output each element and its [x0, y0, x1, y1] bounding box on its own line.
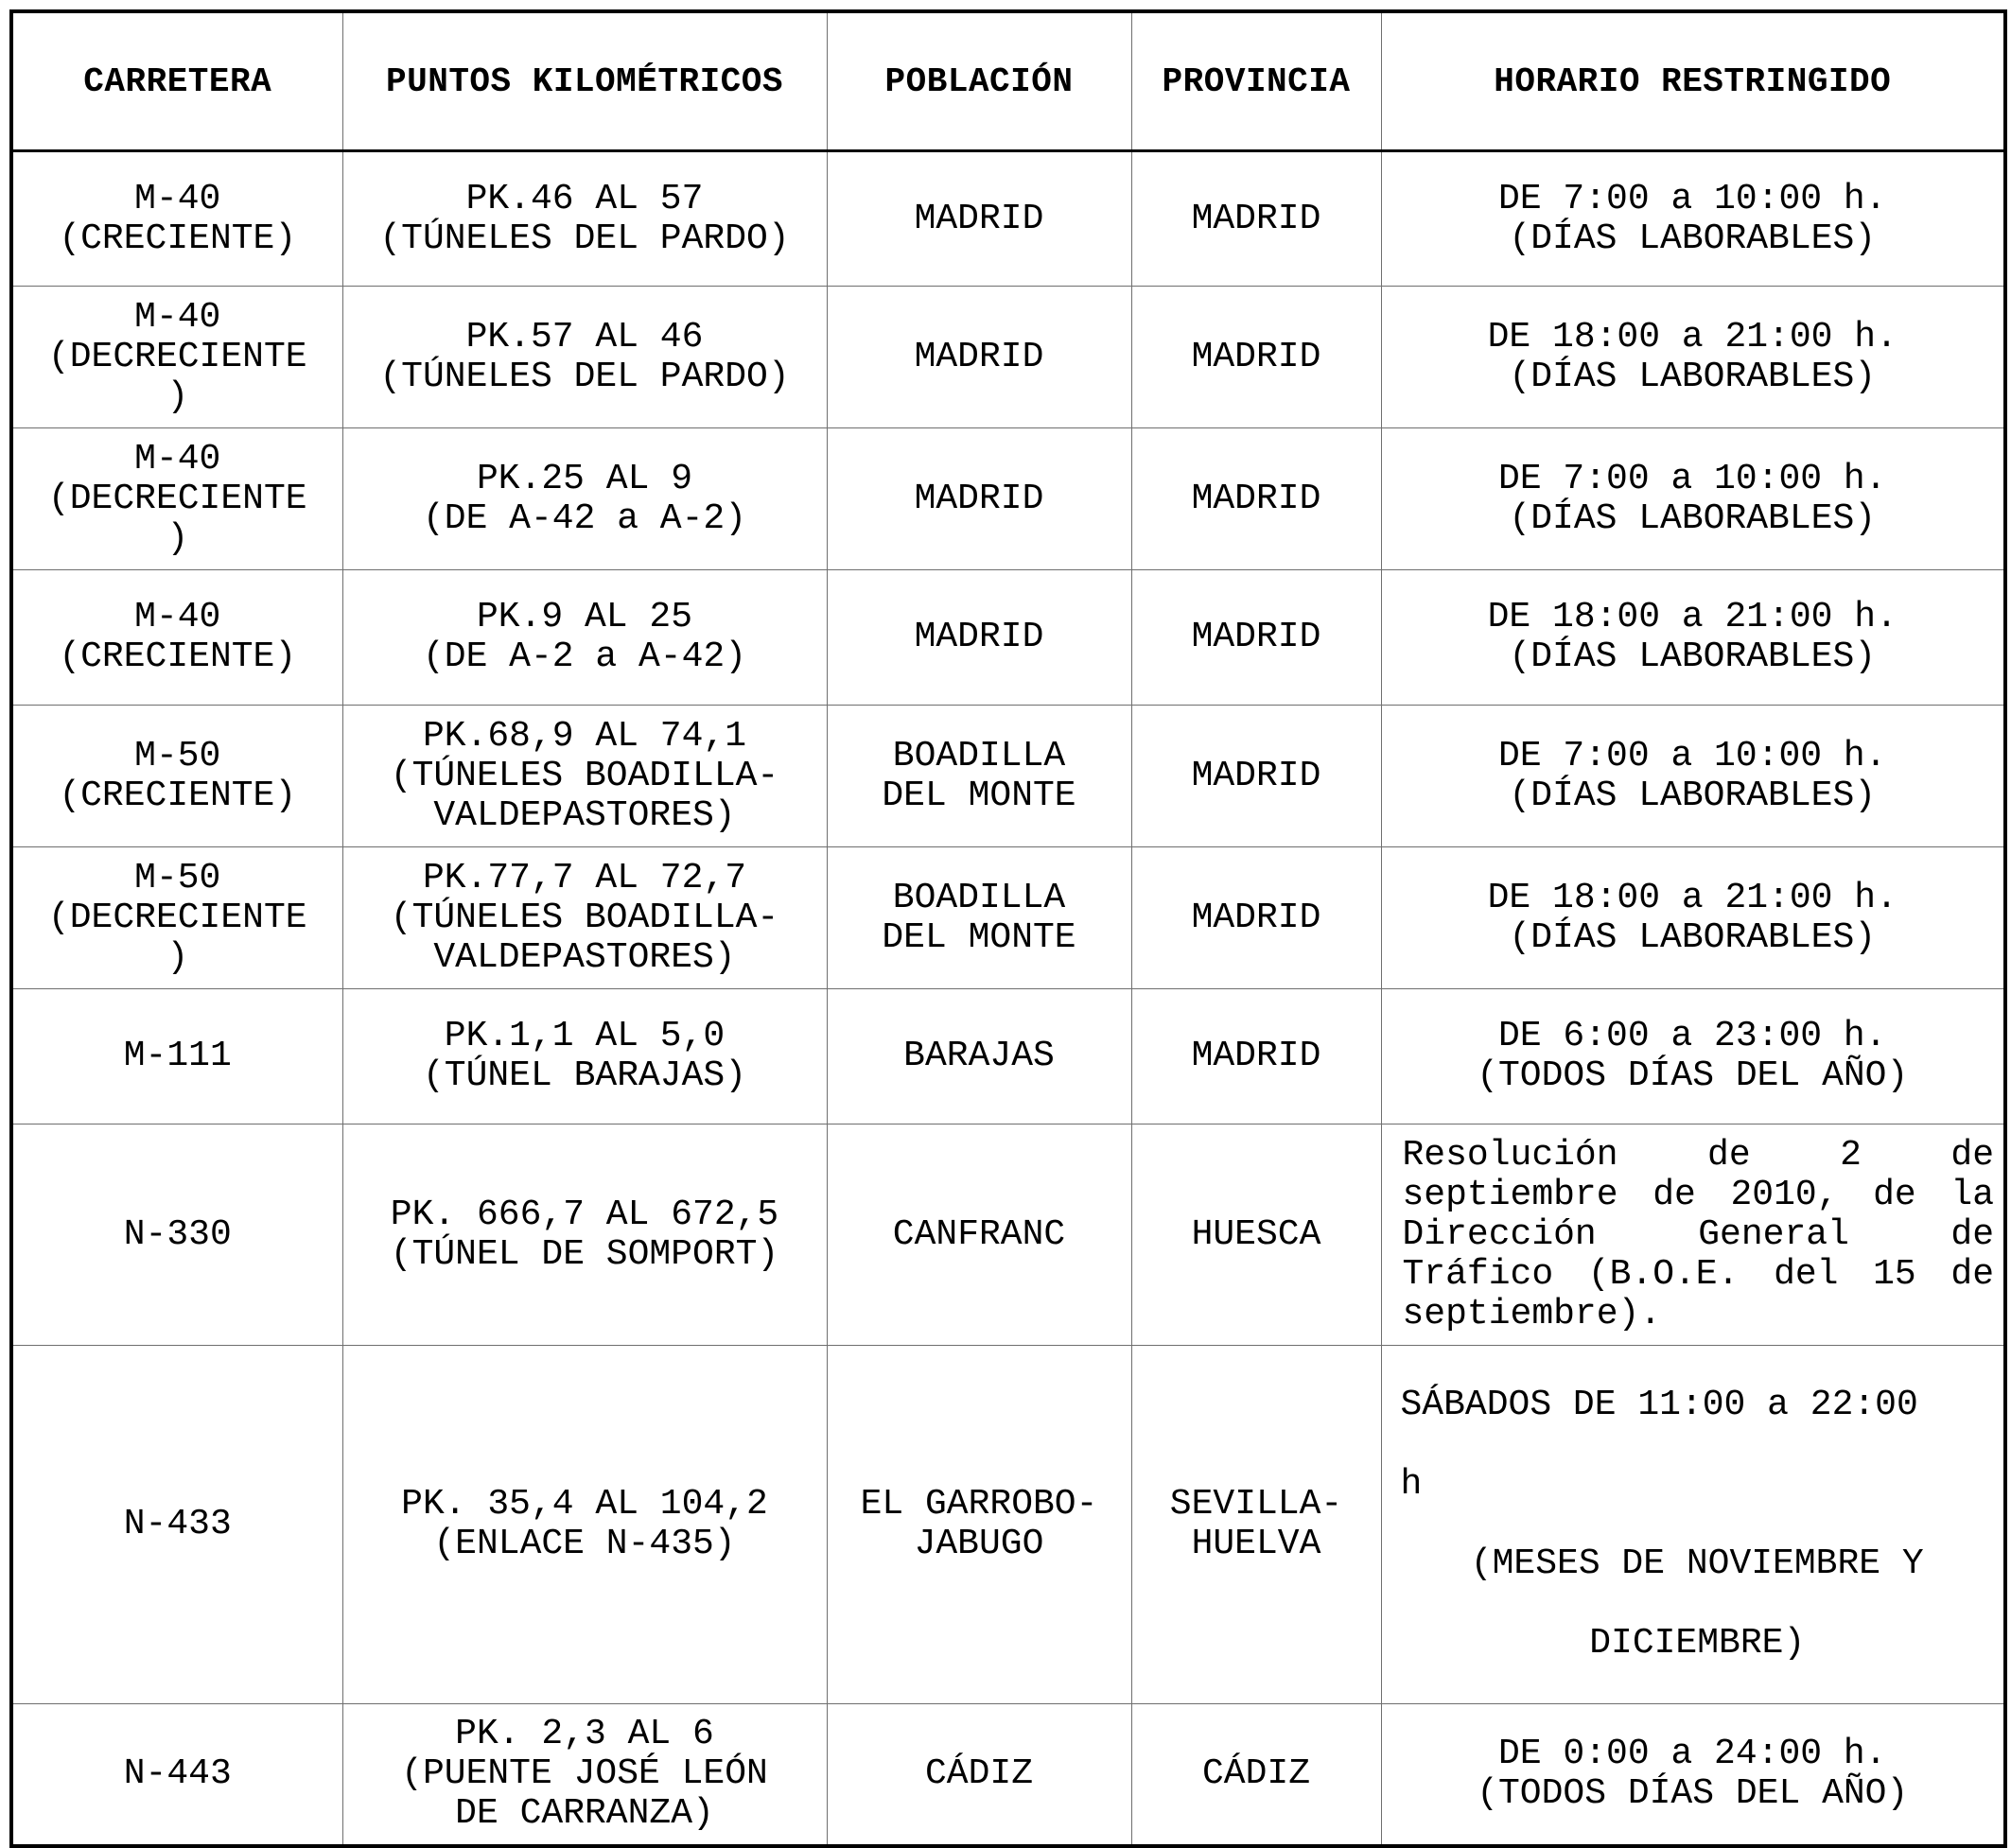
cell-provincia: CÁDIZ [1131, 1704, 1381, 1846]
cell-poblacion: BOADILLA DEL MONTE [827, 706, 1131, 847]
table-row [11, 151, 2005, 287]
cell-puntos: PK. 35,4 AL 104,2 (ENLACE N-435) [342, 1346, 827, 1704]
cell-horario: DE 18:00 a 21:00 h. (DÍAS LABORABLES) [1381, 287, 2005, 428]
column-header-carretera: CARRETERA [11, 11, 342, 151]
cell-puntos: PK.57 AL 46 (TÚNELES DEL PARDO) [342, 287, 827, 428]
cell-horario: DE 7:00 a 10:00 h. (DÍAS LABORABLES) [1381, 151, 2005, 287]
cell-puntos: PK. 666,7 AL 672,5 (TÚNEL DE SOMPORT) [342, 1124, 827, 1346]
horario-line: h [1400, 1464, 1423, 1505]
road-restrictions-table [9, 9, 2007, 1848]
document-page [9, 9, 2003, 1834]
cell-puntos: PK.77,7 AL 72,7 (TÚNELES BOADILLA- VALDEPASTORES) [342, 847, 827, 989]
table-row [11, 989, 2005, 1124]
cell-horario: DE 7:00 a 10:00 h. (DÍAS LABORABLES) [1381, 428, 2005, 570]
cell-poblacion: BARAJAS [827, 989, 1131, 1124]
cell-provincia: MADRID [1131, 287, 1381, 428]
cell-provincia: MADRID [1131, 847, 1381, 989]
cell-provincia: MADRID [1131, 570, 1381, 706]
cell-puntos: PK.46 AL 57 (TÚNELES DEL PARDO) [342, 151, 827, 287]
cell-poblacion: MADRID [827, 151, 1131, 287]
horario-line: (MESES DE NOVIEMBRE Y [1470, 1543, 1924, 1584]
cell-horario: DE 6:00 a 23:00 h. (TODOS DÍAS DEL AÑO) [1381, 989, 2005, 1124]
cell-carretera: M-40 (CRECIENTE) [11, 570, 342, 706]
cell-horario [1381, 1346, 2005, 1704]
cell-puntos: PK.25 AL 9 (DE A-42 a A-2) [342, 428, 827, 570]
cell-horario: DE 0:00 a 24:00 h. (TODOS DÍAS DEL AÑO) [1381, 1704, 2005, 1846]
cell-carretera: M-50 (CRECIENTE) [11, 706, 342, 847]
cell-poblacion: BOADILLA DEL MONTE [827, 847, 1131, 989]
cell-horario: DE 18:00 a 21:00 h. (DÍAS LABORABLES) [1381, 570, 2005, 706]
cell-puntos: PK.1,1 AL 5,0 (TÚNEL BARAJAS) [342, 989, 827, 1124]
cell-poblacion: EL GARROBO- JABUGO [827, 1346, 1131, 1704]
column-header-provincia: PROVINCIA [1131, 11, 1381, 151]
cell-carretera: M-40 (DECRECIENTE ) [11, 428, 342, 570]
table-row [11, 428, 2005, 570]
cell-carretera: M-111 [11, 989, 342, 1124]
cell-puntos: PK. 2,3 AL 6 (PUENTE JOSÉ LEÓN DE CARRANZA) [342, 1704, 827, 1846]
table-row [11, 1704, 2005, 1846]
column-header-horario-restringido: HORARIO RESTRINGIDO [1381, 11, 2005, 151]
cell-horario: DE 18:00 a 21:00 h. (DÍAS LABORABLES) [1381, 847, 2005, 989]
cell-provincia: MADRID [1131, 706, 1381, 847]
cell-poblacion: CANFRANC [827, 1124, 1131, 1346]
cell-carretera: N-330 [11, 1124, 342, 1346]
cell-puntos: PK.68,9 AL 74,1 (TÚNELES BOADILLA- VALDEPASTORES) [342, 706, 827, 847]
table-row [11, 287, 2005, 428]
column-header-poblacion: POBLACIÓN [827, 11, 1131, 151]
header-row [11, 11, 2005, 151]
cell-poblacion: MADRID [827, 570, 1131, 706]
table-row [11, 1346, 2005, 1704]
cell-carretera: M-40 (CRECIENTE) [11, 151, 342, 287]
cell-carretera: N-433 [11, 1346, 342, 1704]
table-row [11, 570, 2005, 706]
cell-carretera: M-40 (DECRECIENTE ) [11, 287, 342, 428]
cell-poblacion: MADRID [827, 287, 1131, 428]
cell-provincia: SEVILLA- HUELVA [1131, 1346, 1381, 1704]
table-row [11, 1124, 2005, 1346]
cell-provincia: MADRID [1131, 428, 1381, 570]
cell-provincia: MADRID [1131, 151, 1381, 287]
cell-carretera: M-50 (DECRECIENTE ) [11, 847, 342, 989]
table-row [11, 847, 2005, 989]
horario-line: SÁBADOS DE 11:00 a 22:00 [1400, 1385, 1918, 1425]
horario-line: DICIEMBRE) [1589, 1623, 1806, 1664]
cell-horario: DE 7:00 a 10:00 h. (DÍAS LABORABLES) [1381, 706, 2005, 847]
cell-horario: Resolución de 2 de septiembre de 2010, de la Dirección General de Tráfico (B.O.E. del 15 de septiembre). [1381, 1124, 2005, 1346]
table-row [11, 706, 2005, 847]
cell-poblacion: CÁDIZ [827, 1704, 1131, 1846]
cell-provincia: HUESCA [1131, 1124, 1381, 1346]
column-header-puntos-kilometricos: PUNTOS KILOMÉTRICOS [342, 11, 827, 151]
cell-poblacion: MADRID [827, 428, 1131, 570]
cell-provincia: MADRID [1131, 989, 1381, 1124]
cell-puntos: PK.9 AL 25 (DE A-2 a A-42) [342, 570, 827, 706]
cell-carretera: N-443 [11, 1704, 342, 1846]
